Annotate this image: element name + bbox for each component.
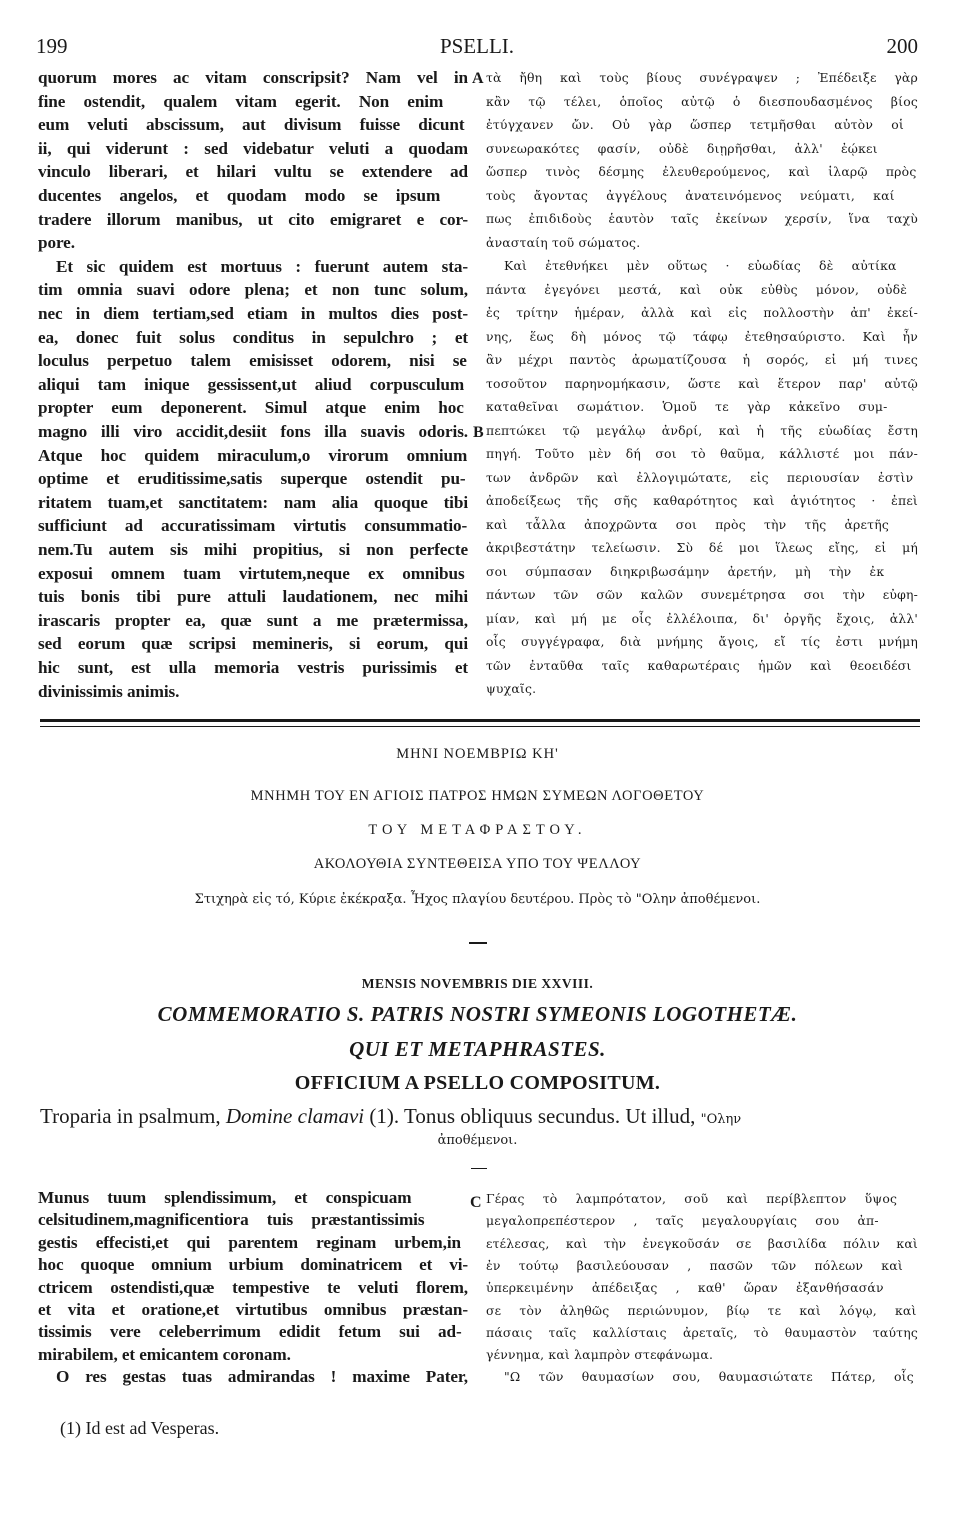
text-line: νης, ἕως δὴ μόνος τῷ τάφῳ ἐτεθησαύριστο. Καὶ ἦν (486, 328, 918, 344)
text-line: ducentes angelos, et quodam modo se ipsum (38, 186, 441, 205)
text-line: exposui omnem tuam virtutem,neque ex omnibus (38, 563, 465, 583)
text-line: aliqui tam inique gessissent,ut aliud corpusculum (38, 374, 465, 394)
running-head (36, 34, 918, 62)
text-line: nem.Tu autem sis mihi propitius, si non perfecte (38, 540, 468, 559)
text-line: οἷς συγγέγραφα, διὰ μνήμης ἄγοις, εἴ τίς ἐστι μνήμη (486, 634, 918, 649)
text-line: celsitudinem,magnificentiora tuis præstantissimis (38, 1210, 425, 1230)
text-line: ὑπερκειμένην ἀπέδειξας , καθ' ὥραν ἐξανθήσασάν (486, 1280, 884, 1296)
text-line: gestis effecisti,et qui parentem reginam urbem,in (38, 1232, 461, 1252)
latin-heading-metaphrastes: QUI ET METAPHRASTES. (349, 1037, 606, 1061)
text-line: "Ω τῶν θαυμασίων σου, θαυμασιώτατε Πάτερ, οἷς (504, 1369, 914, 1385)
text-line: πηγή. Τοῦτο μὲν δή σοι τὸ θαῦμα, κάλλιστέ μοι πάν- (486, 446, 918, 461)
separator-dash-small (471, 1168, 487, 1169)
text-line: hoc quoque omnium urbium dominatricem et vi- (38, 1255, 468, 1275)
troparia-line (40, 1104, 922, 1129)
text-line: ψυχαῖς. (486, 681, 537, 696)
text-line: sufficiunt ad accuratissimam virtutis consummatio- (38, 516, 468, 536)
text-line: ii, qui viderunt : sed videbatur veluti a quodam (38, 138, 468, 158)
text-line: πεπτώκει τῷ μεγάλῳ ἀνδρί, καὶ ἡ τῆς εὐωδίας ἔστη (486, 422, 918, 438)
text-line: Καὶ ἐτεθνήκει μὲν οὕτως · εὐωδίας δὲ αὐτίκα (504, 258, 897, 273)
troparia-tone: (1). Tonus obliquus secundus. Ut illud, (364, 1104, 701, 1128)
text-line: irascaris propter ea, quæ sunt a me prætermissa, (38, 610, 468, 630)
text-line: Atque hoc quidem miraculum,o virorum omnium (38, 445, 468, 465)
text-line: loculus perpetuo talem emisisset odorem, nisi se (38, 351, 467, 371)
text-line: eum veluti abscissum, aut divisum fuisse dicunt (38, 115, 465, 135)
greek-heading-akolouthia: ΑΚΟΛΟΥΘΙΑ ΣΥΝΤΕΘΕΙΣΑ ΥΠΟ ΤΟΥ ΨΕΛΛΟΥ (313, 856, 642, 872)
margin-marker-a: A (472, 70, 484, 87)
text-line: pore. (38, 233, 75, 253)
text-line: et vita et oratione,et virtutibus omnibus præstan- (38, 1300, 468, 1319)
text-line: ἀκριβεστάτην τελείωσιν. Σὺ δέ μοι ἵλεως εἴης, εἰ μή (486, 540, 918, 555)
text-line: ετέλεσας, καὶ τὴν ἐνεγκοῦσάν σε βασιλίδα πόλιν καὶ (486, 1235, 918, 1251)
text-line: tim omnia suavi odore plena; et non tunc solum, (38, 280, 468, 300)
text-line: γέννημα, καὶ λαμπρὸν στεφάνωμα. (486, 1347, 714, 1363)
text-line: sed eorum quæ scripsi memineris, si eorum, qui (38, 634, 468, 654)
text-line: ἐν τούτῳ βασιλεύουσαν , πασῶν τῶν πόλεων καὶ (486, 1257, 903, 1273)
running-title: PSELLI. (439, 34, 515, 58)
text-line: τοὺς ἄγοντας ἀγγέλους ἀνατεινόμενος νεύματι, καί (486, 187, 895, 203)
text-line: τὰ ἤθη καὶ τοὺς βίους συνέγραψεν ; Ἐπέδειξε γὰρ (486, 70, 918, 85)
greek-heading-metaphrastes: ΤΟΥ ΜΕΤΑΦΡΑΣΤΟΥ. (368, 822, 587, 838)
latin-heading-commemoration: COMMEMORATIO S. PATRIS NOSTRI SYMEONIS LOGOTHETÆ. (157, 1002, 798, 1026)
text-line: ἀνασταίη τοῦ σώματος. (486, 234, 641, 250)
troparia-continuation: ἀποθέμενοι. (437, 1133, 518, 1148)
greek-heading-date: ΜΗΝΙ ΝΟΕΜΒΡΙΩ ΚΗ' (396, 746, 559, 762)
text-line: O res gestas tuas admirandas ! maxime Pater, (56, 1367, 468, 1387)
text-line: ὥσπερ τινὸς δέσμης ἐλευθερούμενος, καὶ ἱλαρῷ πρὸς (486, 164, 917, 179)
text-line: καὶ τἆλλα ἀποχρῶντα σοι πρὸς τὴν τῆς ἀρετῆς (486, 516, 889, 532)
text-line: ctricem ostendisti,quæ tempestive te veluti florem, (38, 1277, 468, 1297)
text-line: μεγαλοπρεπέστερον , ταῖς μεγαλουργίαις σου ἀπ- (486, 1213, 879, 1229)
text-line: τοσοῦτον παρηνομήκασιν, ὥστε καὶ ἕτερον παρ' αὐτῷ (486, 375, 918, 391)
margin-marker-b: B (473, 424, 484, 441)
text-line: καταθεῖναι σωμάτιον. Ὁμοῦ τε γὰρ κἀκεῖνο συμ- (486, 399, 888, 414)
text-line: optime et eruditissime,satis superque ostendit pu- (38, 469, 466, 489)
section-rule-thin (40, 726, 920, 727)
text-line: Munus tuum splendissimum, et conspicuam (38, 1188, 412, 1207)
separator-dash (469, 942, 487, 944)
text-line: nec in diem tertiam,sed etiam in multos dies post- (38, 304, 468, 323)
footnote: (1) Id est ad Vesperas. (60, 1418, 220, 1438)
text-line: πάσαις ταῖς καλλίσταις ἀρεταῖς, τὸ θαυμαστὸν ταύτης (486, 1324, 918, 1340)
margin-marker-c: C (470, 1194, 482, 1211)
text-line: Et sic quidem est mortuus : fuerunt autem sta- (56, 256, 468, 276)
greek-heading-commemoration: ΜΝΗΜΗ ΤΟΥ ΕΝ ΑΓΙΟΙΣ ΠΑΤΡΟΣ ΗΜΩΝ ΣΥΜΕΩΝ ΛΟΓΟΘΕΤΟΥ (250, 788, 705, 804)
latin-heading-officium: OFFICIUM A PSELLO COMPOSITUM. (294, 1072, 661, 1094)
troparia-psalm: Domine clamavi (225, 1104, 365, 1128)
text-line: ἀποδείξεως τῆς σῆς καθαρότητος καὶ ἁγιότητος · ἐπεὶ (486, 493, 918, 508)
text-line: tradere illorum manibus, ut cito emigraret e cor- (38, 209, 468, 229)
text-line: tissimis vere celeberrimum edidit fetum sui ad- (38, 1322, 462, 1342)
text-line: tuis bonis tibi pure attuli laudationem, nec mihi (38, 587, 468, 607)
text-line: fine ostendit, qualem vitam egerit. Non enim (38, 91, 444, 111)
text-line: πάντα ἐγεγόνει μεστά, καὶ οὐκ εὐθὺς μόνον, οὐδὲ (486, 281, 908, 297)
text-line: πάντων τῶν σῶν καλῶν συνεμέτρησα σοι τὴν εὐφη- (486, 587, 918, 602)
text-line: ritatem tuam,et sanctitatem: nam alia quoque tibi (38, 492, 468, 512)
text-line: σε τὸν ἀληθῶς περιώνυμον, βίῳ τε καὶ λόγῳ, καὶ (486, 1302, 917, 1318)
page-number-right: 200 (886, 34, 918, 58)
page-number-left: 199 (36, 34, 68, 58)
text-line: divinissimis animis. (38, 681, 180, 701)
text-line: hic sunt, est ulla memoria vestris purissimis et (38, 658, 468, 677)
text-line: συνεωρακότες φασίν, οὐδὲ διῃρῆσθαι, ἀλλ' ἐῴκει (486, 140, 878, 156)
greek-heading-sticheron: Στιχηρὰ εἰς τό, Κύριε ἐκέκραξα. Ἦχος πλαγίου δευτέρου. Πρὸς τὸ "Ολην ἀποθέμενοι. (194, 892, 761, 907)
text-line: μίαν, καὶ μή με οἷς ἐλλέλοιπα, δι' ὀργῆς ἔχοις, ἀλλ' (486, 610, 918, 626)
text-line: magno illi viro accidit,desiit fons illa suavis odoris. (38, 422, 468, 441)
text-line: ἂν μέχρι παντὸς ἀρωματίζουσα ἡ σορός, εἰ μή τινες (486, 352, 918, 367)
text-line: πως ἐπιδιδοὺς ἑαυτὸν ταῖς ἐκείνων χερσίν, ἵνα ταχὺ (486, 211, 918, 226)
text-line: vinculo liberari, et hilari vultu se extendere ad (38, 162, 468, 182)
troparia-greek: "Ολην (700, 1112, 742, 1127)
text-line: τῶν ἐνταῦθα ταῖς καθαρωτέραις ἡμῶν καὶ θεοειδέσι (486, 657, 912, 673)
text-line: Γέρας τὸ λαμπρότατον, σοῦ καὶ περίβλεπτον ὕψος (486, 1191, 898, 1206)
text-line: κἂν τῷ τέλει, ὁποῖος αὐτῷ ὁ διεσπουδασμένος βίος (486, 93, 918, 109)
text-line: ἐς τρίτην ἡμέραν, ἀλλὰ καὶ εἰς πολλοστὴν ἀπ' ἐκεί- (486, 305, 918, 320)
text-line: mirabilem, et emicantem coronam. (38, 1344, 291, 1364)
text-line: quorum mores ac vitam conscripsit? Nam vel in (38, 68, 468, 87)
text-line: propter eum deponerent. Simul atque enim hoc (38, 398, 464, 418)
text-line: ea, donec fuit solus conditus in sepulchro ; et (38, 327, 468, 347)
section-rule-thick (40, 719, 920, 722)
text-line: σοι σύμπασαν διηκριβωσάμην ἀρετήν, μὴ τὴν ἐκ (486, 563, 885, 579)
latin-heading-date: MENSIS NOVEMBRIS DIE XXVIII. (361, 976, 594, 991)
troparia-text: Troparia in psalmum, (40, 1104, 226, 1128)
text-line: ἐτύγχανεν ὤν. Οὐ γὰρ ὥσπερ τετμῆσθαι αὐτὸν οἱ (486, 117, 904, 132)
text-line: των ἀνδρῶν καὶ ἐλλογιμώτατε, εἰς περιουσίαν ἐστὶν (486, 469, 914, 485)
